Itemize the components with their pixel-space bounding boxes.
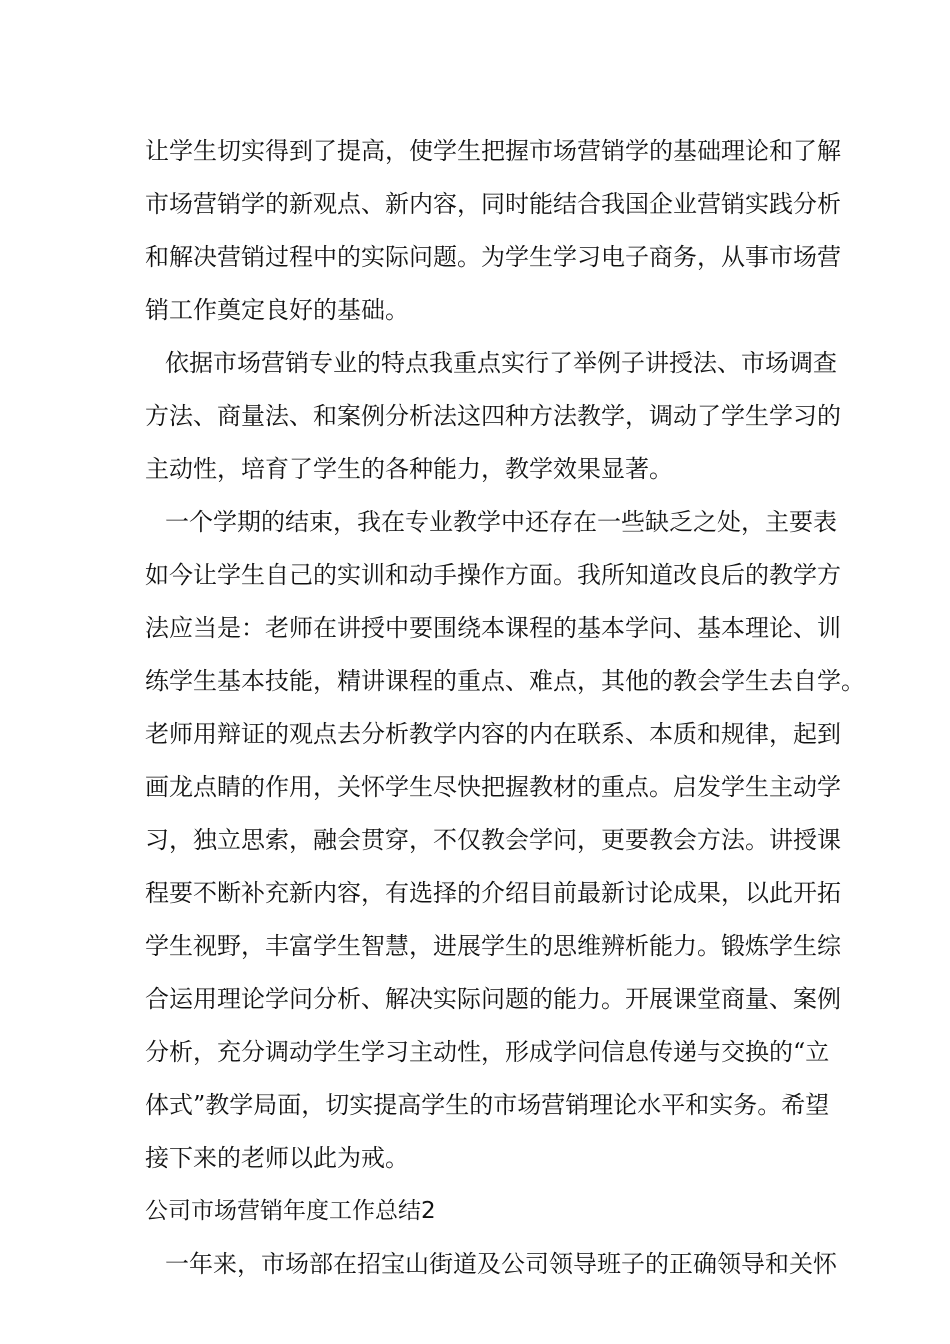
text-line: 习，独立思索，融会贯穿，不仅教会学问，更要教会方法。讲授课 [145, 826, 841, 854]
text-line: 练学生基本技能，精讲课程的重点、难点，其他的教会学生去自学。 [145, 667, 865, 695]
text-line: 销工作奠定良好的基础。 [145, 296, 409, 324]
paragraph-2 [145, 343, 841, 502]
text-line: 学生视野，丰富学生智慧，进展学生的思维辨析能力。锻炼学生综 [145, 932, 841, 960]
text-line: 程要不断补充新内容，有选择的介绍目前最新讨论成果，以此开拓 [145, 879, 841, 907]
text-line: 分析，充分调动学生学习主动性，形成学问信息传递与交换的“立 [145, 1038, 830, 1066]
text-line: 方法、商量法、和案例分析法这四种方法教学，调动了学生学习的 [145, 402, 841, 430]
text-line: 合运用理论学问分析、解决实际问题的能力。开展课堂商量、案例 [145, 985, 841, 1013]
paragraph-1 [145, 131, 841, 343]
text-line: 让学生切实得到了提高，使学生把握市场营销学的基础理论和了解 [145, 137, 841, 165]
paragraph-3 [145, 502, 865, 1191]
text-line: 市场营销学的新观点、新内容，同时能结合我国企业营销实践分析 [145, 190, 841, 218]
text-line: 接下来的老师以此为戒。 [145, 1144, 409, 1172]
text-line: 一个学期的结束，我在专业教学中还存在一些缺乏之处，主要表 [165, 508, 837, 536]
text-line: 体式”教学局面，切实提高学生的市场营销理论水平和实务。希望 [145, 1091, 830, 1119]
section-heading: 公司市场营销年度工作总结2 [145, 1198, 436, 1224]
text-line: 依据市场营销专业的特点我重点实行了举例子讲授法、市场调查 [165, 349, 837, 377]
text-line: 老师用辩证的观点去分析教学内容的内在联系、本质和规律，起到 [145, 720, 841, 748]
paragraph-4 [145, 1244, 837, 1297]
text-line: 和解决营销过程中的实际问题。为学生学习电子商务，从事市场营 [145, 243, 841, 271]
text-line: 法应当是：老师在讲授中要围绕本课程的基本学问、基本理论、训 [145, 614, 841, 642]
document-body [145, 131, 865, 1297]
text-line: 主动性，培育了学生的各种能力，教学效果显著。 [145, 455, 673, 483]
text-line: 画龙点睛的作用，关怀学生尽快把握教材的重点。启发学生主动学 [145, 773, 841, 801]
text-line: 如今让学生自己的实训和动手操作方面。我所知道改良后的教学方 [145, 561, 841, 589]
text-line: 一年来，市场部在招宝山街道及公司领导班子的正确领导和关怀 [165, 1250, 837, 1278]
